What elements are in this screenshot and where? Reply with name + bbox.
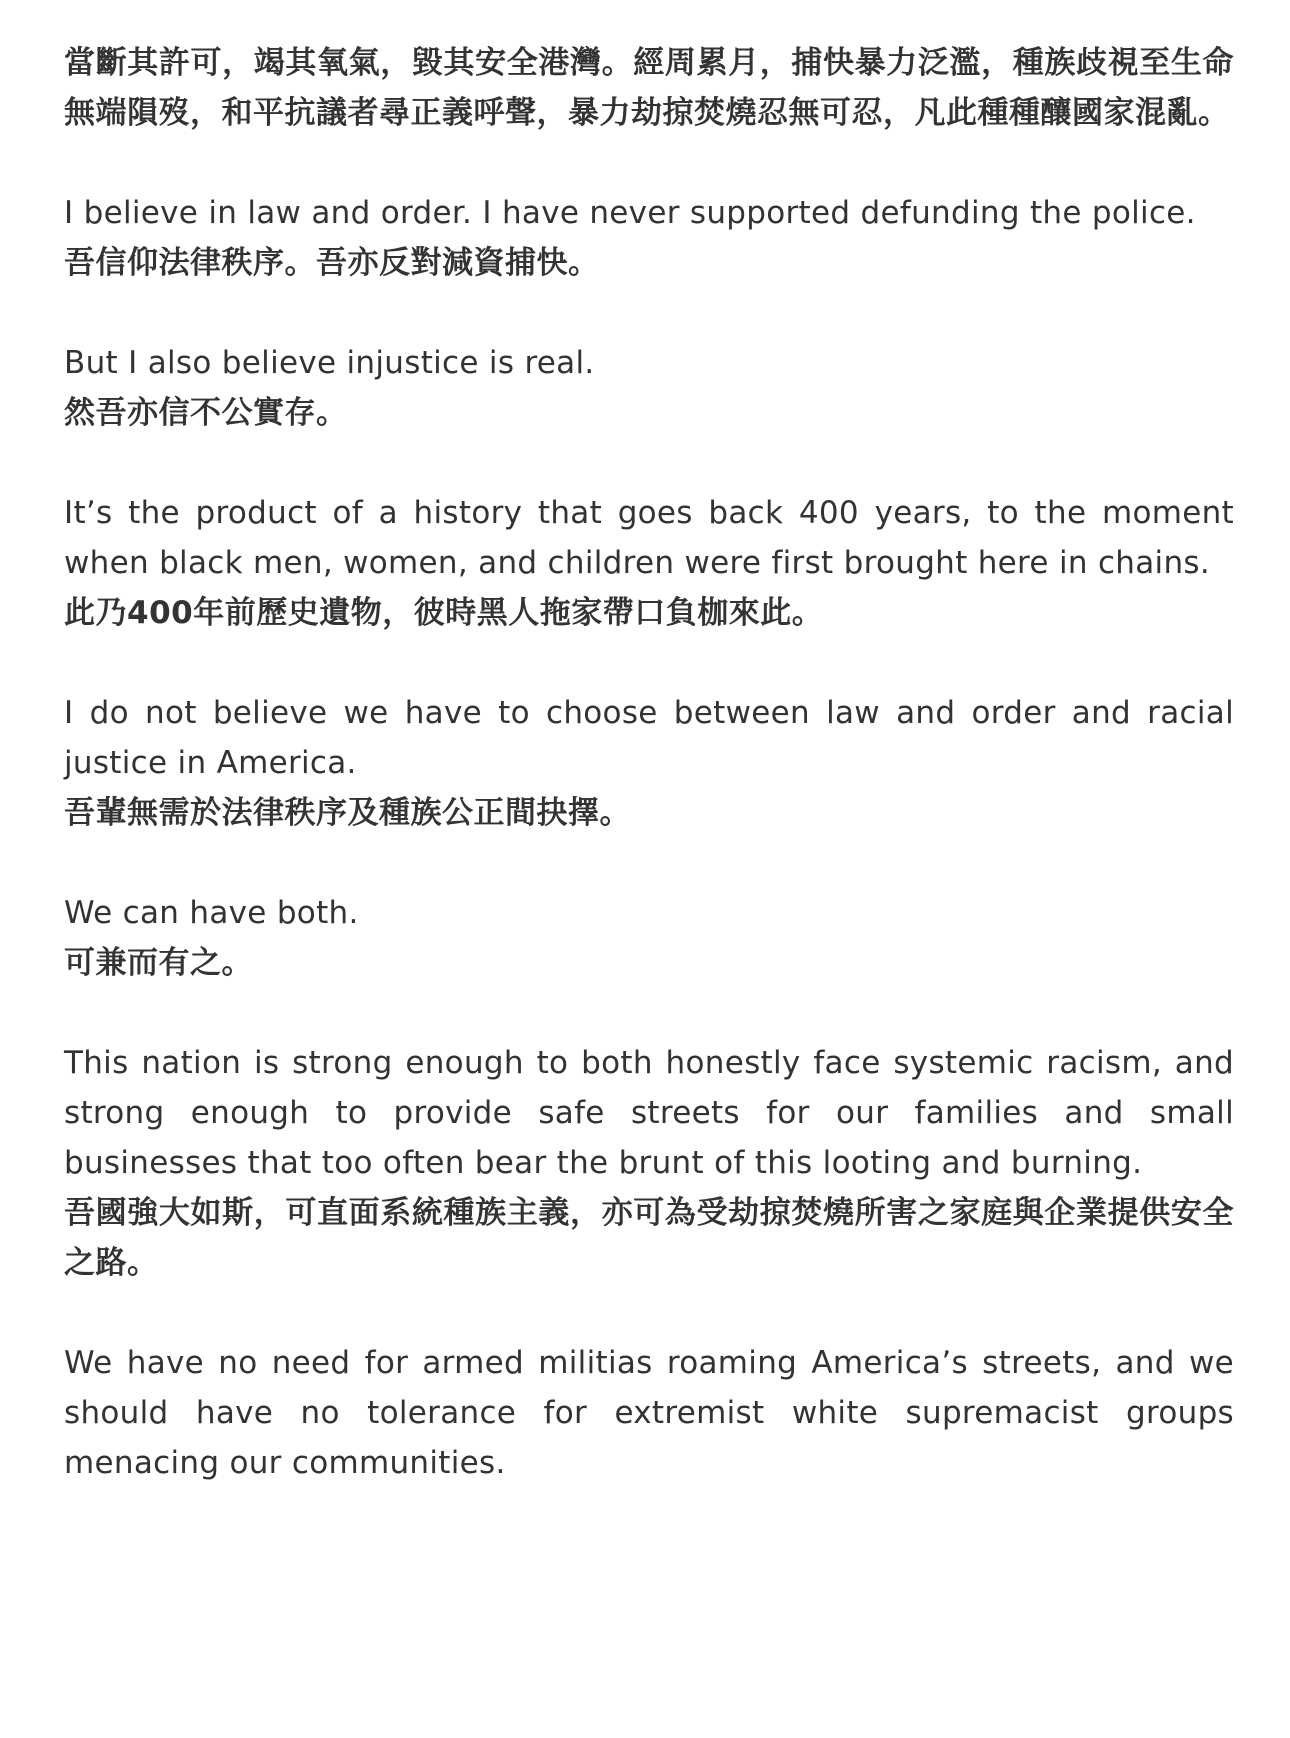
chinese-text: 吾信仰法律秩序。吾亦反對減資捕快。 [64, 245, 600, 281]
english-text: I do not believe we have to choose between law and order and racial justice in America. [64, 695, 1234, 781]
paragraph-history [64, 488, 1234, 638]
english-text: I believe in law and order. I have never supported defunding the police. [64, 195, 1196, 231]
paragraph-injustice [64, 338, 1234, 438]
chinese-text: 然吾亦信不公實存。 [64, 395, 348, 431]
chinese-text: 吾國強大如斯，可直面系統種族主義，亦可為受劫掠焚燒所害之家庭與企業提供安全之路。 [64, 1195, 1234, 1281]
paragraph-both [64, 888, 1234, 988]
paragraph-law-and-order [64, 188, 1234, 288]
paragraph-nation-strong [64, 1038, 1234, 1288]
paragraph-choose [64, 688, 1234, 838]
intro-chinese-text: 當斷其許可，竭其氧氣，毀其安全港灣。經周累月，捕快暴力泛濫，種族歧視至生命無端隕歿，和平抗議者尋正義呼聲，暴力劫掠焚燒忍無可忍，凡此種種釀國家混亂。 [64, 45, 1234, 131]
english-text: We can have both. [64, 895, 359, 931]
paragraph-militias [64, 1338, 1234, 1488]
english-text: But I also believe injustice is real. [64, 345, 595, 381]
english-text: We have no need for armed militias roaming America’s streets, and we should have no tolerance for extremist white supremacist groups menacing our communities. [64, 1345, 1234, 1481]
chinese-text: 吾輩無需於法律秩序及種族公正間抉擇。 [64, 795, 631, 831]
document-body [64, 38, 1234, 1538]
chinese-text: 此乃400年前歷史遺物，彼時黑人拖家帶口負枷來此。 [64, 595, 824, 631]
english-text: It’s the product of a history that goes back 400 years, to the moment when black men, women, and children were first brought here in chains. [64, 495, 1234, 581]
english-text: This nation is strong enough to both honestly face systemic racism, and strong enough to provide safe streets for our families and small businesses that too often bear the brunt of this looting and burning. [64, 1045, 1234, 1181]
paragraph-intro [64, 38, 1234, 138]
chinese-text: 可兼而有之。 [64, 945, 253, 981]
